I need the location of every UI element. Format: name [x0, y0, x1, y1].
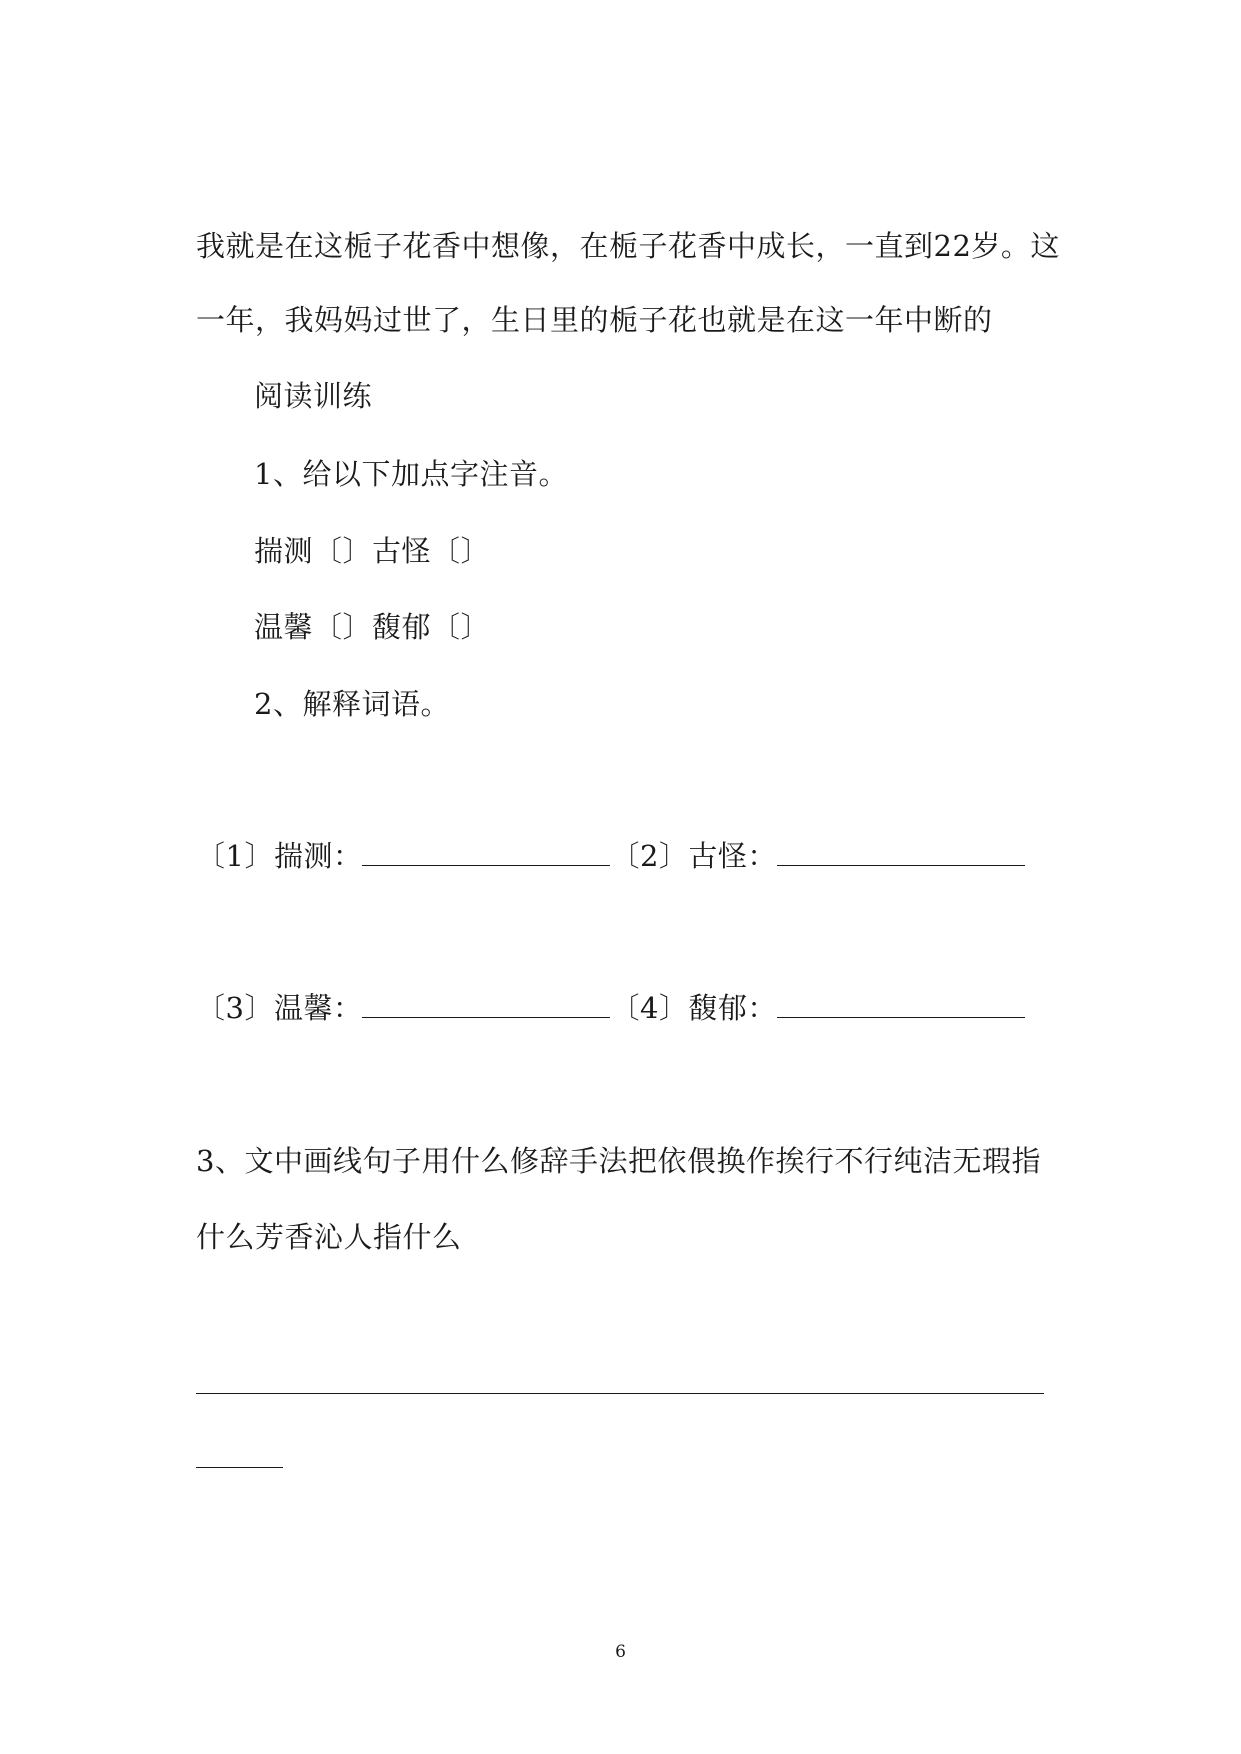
definition-item-2-blank[interactable] [777, 839, 1025, 866]
question-3-line-1: 3、文中画线句子用什么修辞手法把依偎换作挨行不行纯洁无瑕指 [196, 1144, 1041, 1178]
answer-line-2[interactable] [196, 1467, 283, 1468]
definition-item-1-blank[interactable] [362, 839, 610, 866]
question-1-row-1: 揣测〔〕古怪〔〕 [254, 534, 491, 568]
answer-line-1[interactable] [196, 1393, 1044, 1394]
question-1-row-2: 温馨〔〕馥郁〔〕 [254, 610, 491, 644]
passage-line-2: 一年，我妈妈过世了，生日里的栀子花也就是在这一年中断的 [196, 303, 993, 337]
definition-item-2-label: 〔2〕古怪： [610, 839, 777, 873]
question-3-line-2: 什么芳香沁人指什么 [196, 1220, 462, 1254]
passage-line-1: 我就是在这栀子花香中想像，在栀子花香中成长，一直到22岁。这 [196, 229, 1060, 263]
definition-item-3-blank[interactable] [362, 991, 610, 1018]
reading-training-heading: 阅读训练 [254, 379, 373, 413]
question-1-prompt: 1、给以下加点字注音。 [254, 457, 568, 491]
definition-item-1-label: 〔1〕揣测： [196, 839, 363, 873]
page-number: 6 [615, 1642, 626, 1662]
question-2-prompt: 2、解释词语。 [254, 687, 450, 721]
definition-item-4-label: 〔4〕馥郁： [610, 991, 777, 1025]
question-2-row-1 [196, 838, 1025, 874]
definition-item-4-blank[interactable] [777, 991, 1025, 1018]
definition-item-3-label: 〔3〕温馨： [196, 991, 363, 1025]
question-2-row-2 [196, 990, 1025, 1026]
